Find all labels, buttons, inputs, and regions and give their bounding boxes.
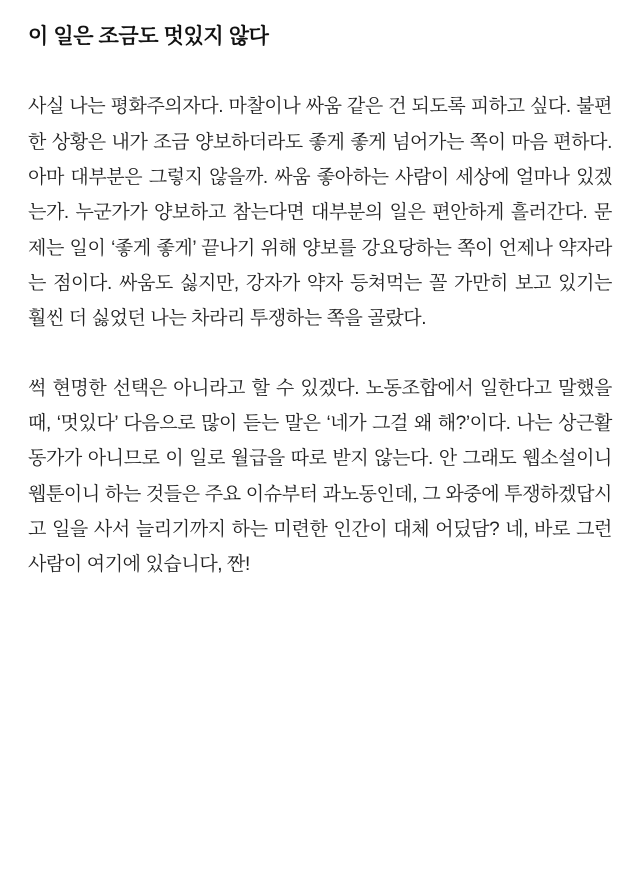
paragraph: 썩 현명한 선택은 아니라고 할 수 있겠다. 노동조합에서 일한다고 말했을 때, ‘멋있다’ 다음으로 많이 듣는 말은 ‘네가 그걸 왜 해?’이다. 나는 상근활동가가 아니므로 이 일로 월급을 따로 받지 않는다. 안 그래도 웹소설이니 웹툰이니 하는 것들은 주요 이슈부터 과노동인데, 그 와중에 투쟁하겠답시고 일을 사서 늘리기까지 하는 미련한 인간이 대체 어딨담? 네, 바로 그런 사람이 여기에 있습니다, 짠! <box>28 377 617 576</box>
article-body <box>28 89 617 582</box>
paragraph: 사실 나는 평화주의자다. 마찰이나 싸움 같은 건 되도록 피하고 싶다. 불편한 상황은 내가 조금 양보하더라도 좋게 좋게 넘어가는 쪽이 마음 편하다. 아마 대부분은 그렇지 않을까. 싸움 좋아하는 사람이 세상에 얼마나 있겠는가. 누군가가 양보하고 참는다면 대부분의 일은 편안하게 흘러간다. 문제는 일이 ‘좋게 좋게’ 끝나기 위해 양보를 강요당하는 쪽이 언제나 약자라는 점이다. 싸움도 싫지만, 강자가 약자 등쳐먹는 꼴 가만히 보고 있기는 훨씬 더 싫었던 나는 차라리 투쟁하는 쪽을 골랐다. <box>28 96 617 330</box>
page-title: 이 일은 조금도 멋있지 않다 <box>28 25 269 48</box>
